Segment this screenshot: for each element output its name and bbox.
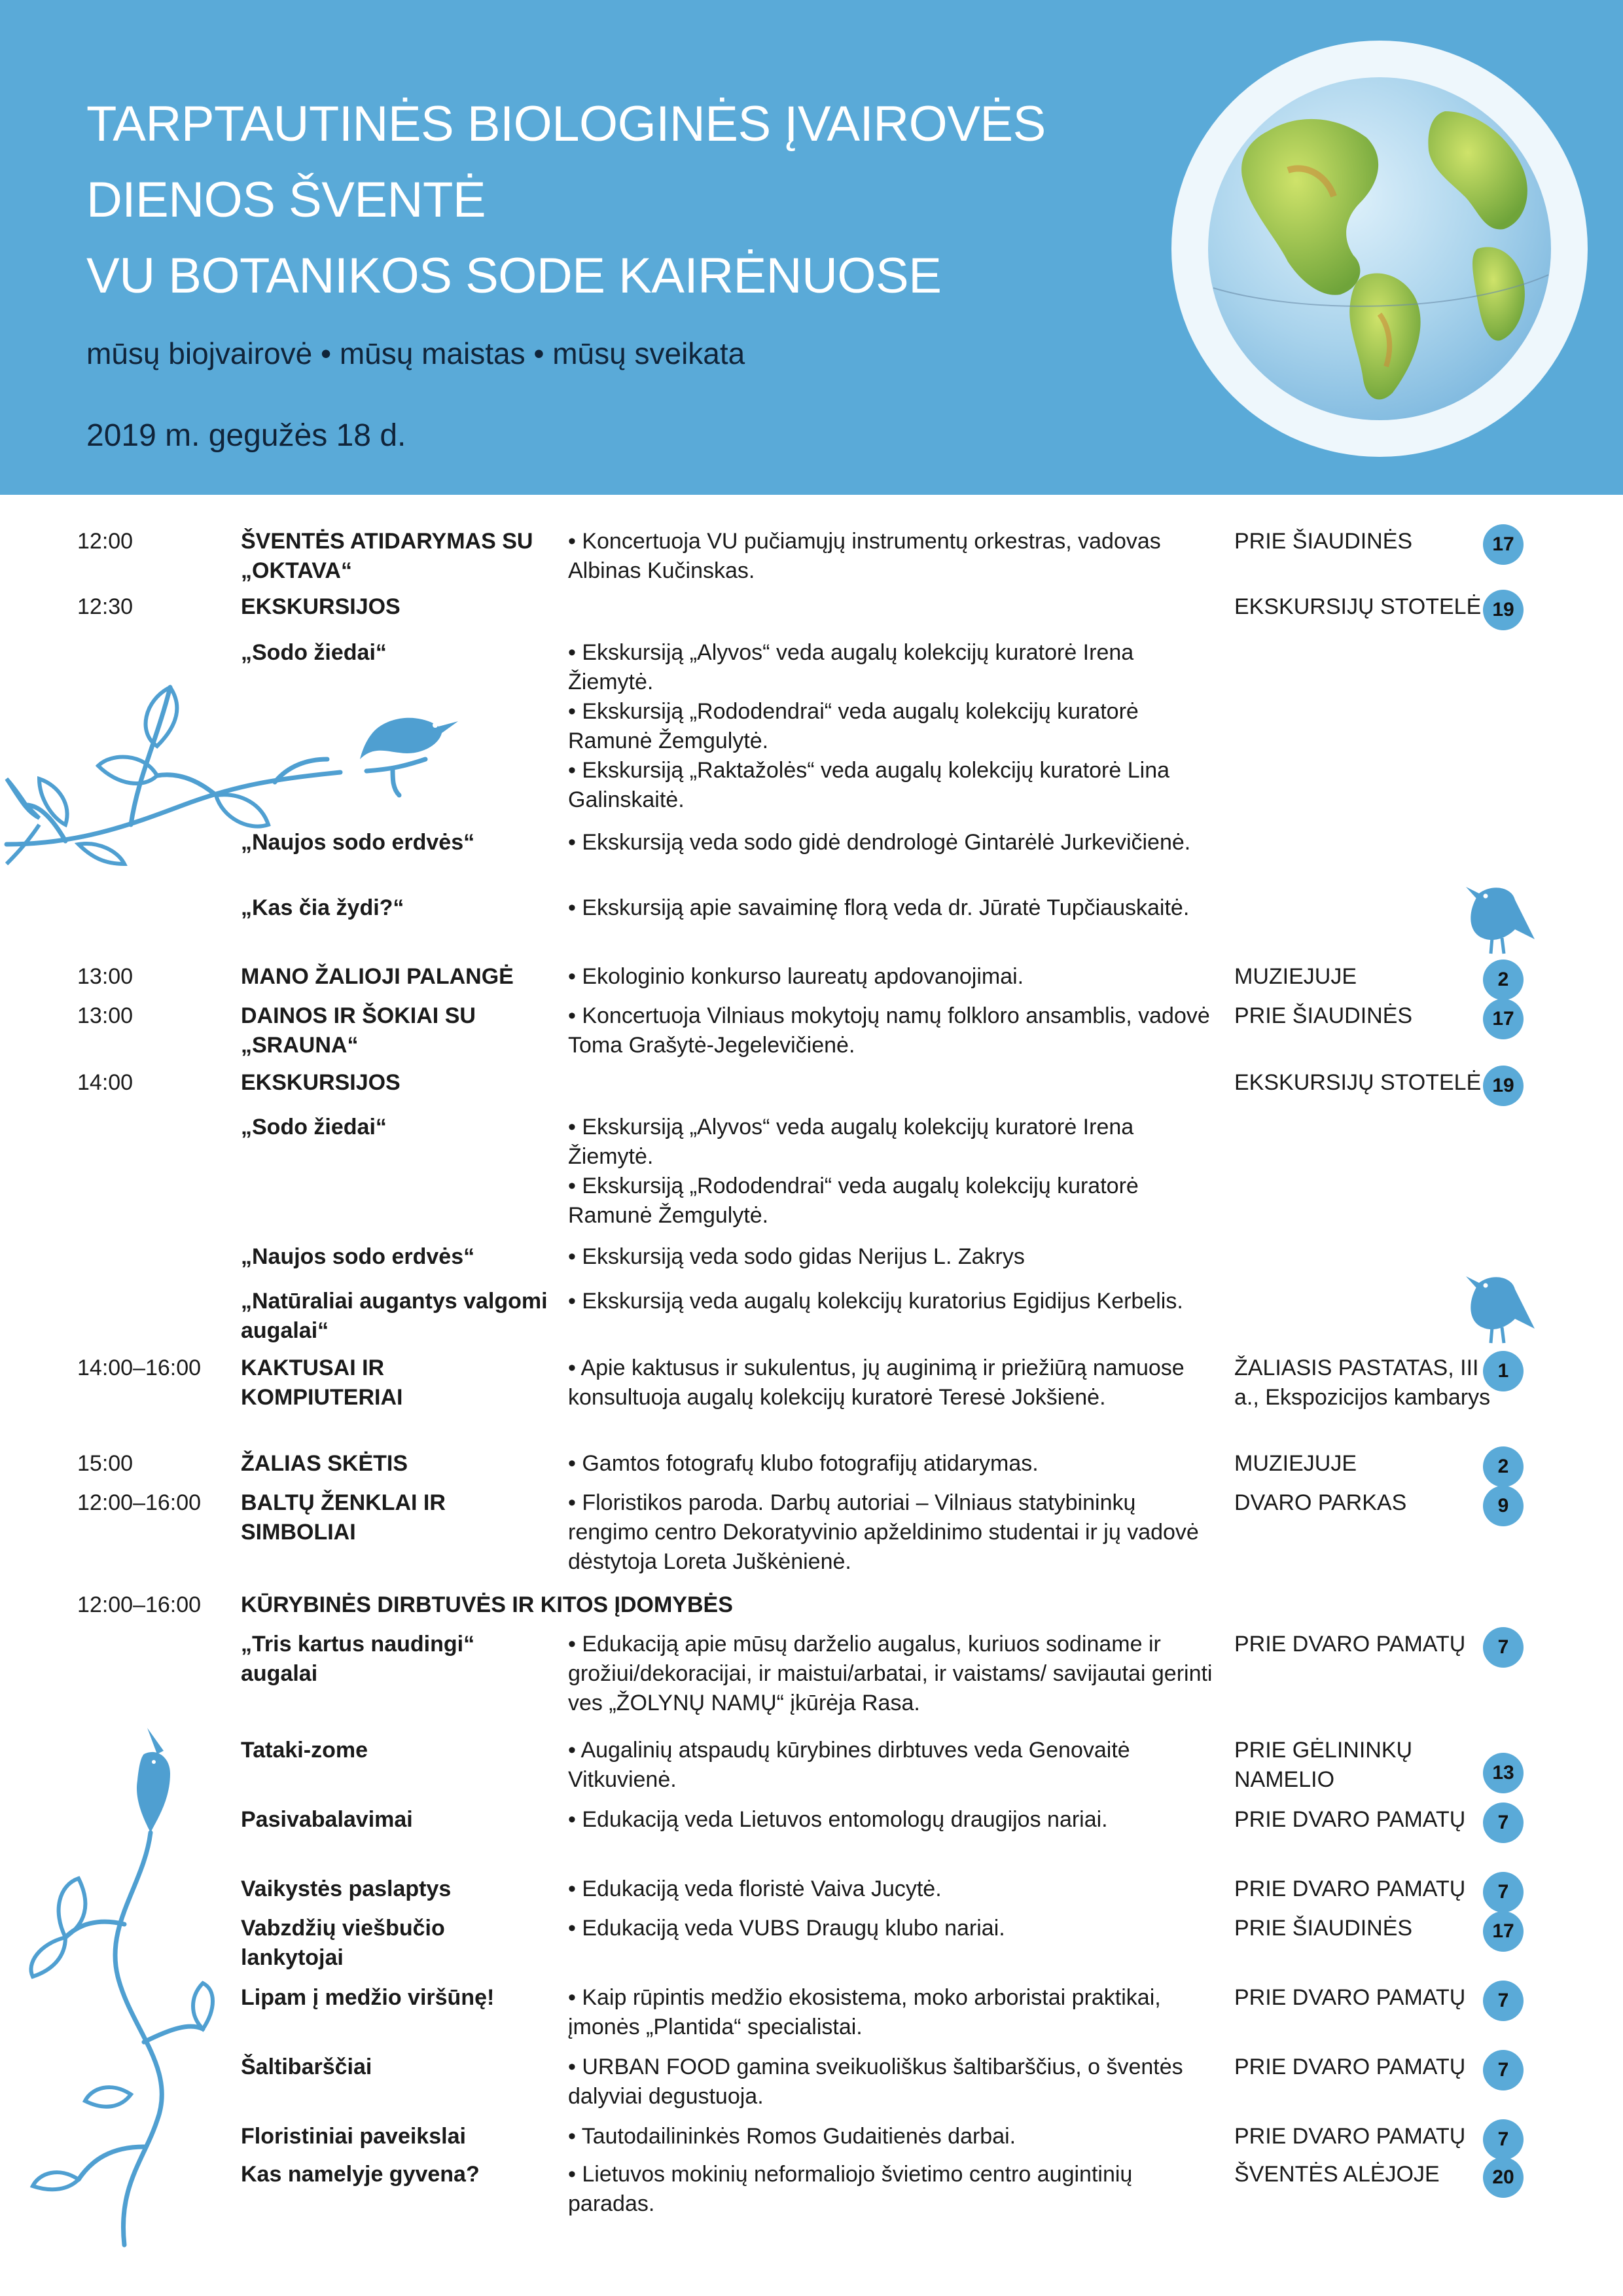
event-description bbox=[568, 1874, 1216, 1904]
event-description bbox=[568, 1287, 1216, 1316]
location-number-badge: 17 bbox=[1483, 999, 1524, 1039]
event-date: 2019 m. gegužės 18 d. bbox=[86, 418, 406, 453]
event-description bbox=[568, 962, 1216, 992]
event-title: „Naujos sodo erdvės“ bbox=[241, 1244, 475, 1269]
location-number-badge: 9 bbox=[1483, 1486, 1524, 1526]
location-number-badge: 7 bbox=[1483, 2119, 1524, 2160]
location-number-badge: 20 bbox=[1483, 2157, 1524, 2198]
location-number-badge: 7 bbox=[1483, 1981, 1524, 2021]
description-line: • Lietuvos mokinių neformaliojo švietimo centro augintinių paradas. bbox=[568, 2162, 1133, 2216]
event-title: „Sodo žiedai“ bbox=[241, 1115, 387, 1139]
event-title: Vaikystės paslaptys bbox=[241, 1876, 452, 1901]
event-location: DVARO PARKAS bbox=[1234, 1490, 1407, 1515]
event-title: KŪRYBINĖS DIRBTUVĖS IR KITOS ĮDOMYBĖS bbox=[241, 1592, 733, 1617]
event-title: „Tris kartus naudingi“ augalai bbox=[241, 1632, 475, 1686]
event-title: „Naujos sodo erdvės“ bbox=[241, 830, 475, 855]
event-title: Lipam į medžio viršūnę! bbox=[241, 1985, 495, 2010]
description-line: • Ekskursiją veda sodo gidė dendrologė Gintarėlė Jurkevičienė. bbox=[568, 830, 1191, 855]
event-title: BALTŲ ŽENKLAI IR SIMBOLIAI bbox=[241, 1490, 446, 1545]
event-description bbox=[568, 1630, 1216, 1718]
location-number-badge: 7 bbox=[1483, 1627, 1524, 1668]
description-line: • Edukaciją veda floristė Vaiva Jucytė. bbox=[568, 1876, 942, 1901]
event-description bbox=[568, 1001, 1216, 1060]
location-number-badge: 17 bbox=[1483, 1911, 1524, 1952]
description-line: • Ekskursiją „Rododendrai“ veda augalų kolekcijų kuratorė Ramunė Žemgulytė. bbox=[568, 1174, 1139, 1228]
event-description bbox=[568, 2160, 1216, 2219]
event-time: 13:00 bbox=[77, 964, 134, 989]
event-description bbox=[568, 1113, 1216, 1230]
event-title: KAKTUSAI IR KOMPIUTERIAI bbox=[241, 1355, 403, 1410]
location-number-badge: 13 bbox=[1483, 1753, 1524, 1793]
location-number-badge: 2 bbox=[1483, 960, 1524, 1000]
event-description bbox=[568, 828, 1216, 857]
description-line: • Ekskursiją „Rododendrai“ veda augalų kolekcijų kuratorė Ramunė Žemgulytė. bbox=[568, 699, 1139, 753]
location-number-badge: 1 bbox=[1483, 1351, 1524, 1391]
event-description bbox=[568, 1736, 1216, 1795]
event-location: PRIE DVARO PAMATŲ bbox=[1234, 1632, 1466, 1657]
location-number-badge: 7 bbox=[1483, 1803, 1524, 1843]
event-location: PRIE ŠIAUDINĖS bbox=[1234, 1916, 1413, 1941]
location-number-badge: 17 bbox=[1483, 524, 1524, 565]
event-location: PRIE DVARO PAMATŲ bbox=[1234, 1876, 1466, 1901]
description-line: • Ekskursiją veda augalų kolekcijų kuratorius Egidijus Kerbelis. bbox=[568, 1289, 1183, 1314]
event-location: MUZIEJUJE bbox=[1234, 1451, 1357, 1476]
description-line: • Koncertuoja VU pučiamųjų instrumentų orkestras, vadovas Albinas Kučinskas. bbox=[568, 529, 1161, 583]
event-title: Tataki-zome bbox=[241, 1738, 368, 1763]
event-description bbox=[568, 1805, 1216, 1835]
description-line: • Edukaciją apie mūsų darželio augalus, kuriuos sodiname ir grožiui/dekoracijai, ir maistui/arbatai, ir vaistams/ savijautai gerinti ves „ŽOLYNŲ NAMŲ“ įkūrėja Rasa. bbox=[568, 1632, 1213, 1715]
description-line: • Koncertuoja Vilniaus mokytojų namų folkloro ansamblis, vadovė Toma Grašytė-Jegelevičienė. bbox=[568, 1003, 1210, 1058]
event-description bbox=[568, 1242, 1216, 1272]
event-description bbox=[568, 1914, 1216, 1943]
event-time: 15:00 bbox=[77, 1451, 134, 1476]
event-title: EKSKURSIJOS bbox=[241, 1070, 401, 1095]
location-number-badge: 19 bbox=[1483, 1066, 1524, 1106]
description-line: • Augalinių atspaudų kūrybines dirbtuves veda Genovaitė Vitkuvienė. bbox=[568, 1738, 1130, 1792]
description-line: • Gamtos fotografų klubo fotografijų atidarymas. bbox=[568, 1451, 1039, 1476]
event-time: 14:00–16:00 bbox=[77, 1355, 202, 1380]
event-location: PRIE ŠIAUDINĖS bbox=[1234, 1003, 1413, 1028]
event-title: EKSKURSIJOS bbox=[241, 594, 401, 619]
location-number-badge: 7 bbox=[1483, 1872, 1524, 1912]
description-line: • Kaip rūpintis medžio ekosistema, moko arboristai praktikai, įmonės „Plantida“ specialistai. bbox=[568, 1985, 1161, 2039]
event-location: PRIE DVARO PAMATŲ bbox=[1234, 1985, 1466, 2010]
event-title: Vabzdžių viešbučio lankytojai bbox=[241, 1916, 445, 1970]
event-title: ŠVENTĖS ATIDARYMAS SU „OKTAVA“ bbox=[241, 529, 533, 583]
event-description bbox=[568, 1449, 1216, 1479]
title-line-1: TARPTAUTINĖS BIOLOGINĖS ĮVAIROVĖS bbox=[86, 96, 1046, 152]
event-description bbox=[568, 638, 1216, 815]
event-time: 12:00–16:00 bbox=[77, 1490, 202, 1515]
description-line: • Edukaciją veda VUBS Draugų klubo nariai. bbox=[568, 1916, 1005, 1941]
title-line-3: VU BOTANIKOS SODE KAIRĖNUOSE bbox=[86, 248, 942, 304]
event-description bbox=[568, 893, 1216, 923]
event-description bbox=[568, 1354, 1216, 1412]
description-line: • Ekskursiją „Alyvos“ veda augalų kolekcijų kuratorė Irena Žiemytė. bbox=[568, 1115, 1134, 1169]
description-line: • Ekskursiją „Raktažolės“ veda augalų kolekcijų kuratorė Lina Galinskaitė. bbox=[568, 758, 1170, 812]
location-number-badge: 19 bbox=[1483, 590, 1524, 630]
event-location: ŽALIASIS PASTATAS, III a., Ekspozicijos kambarys bbox=[1234, 1355, 1491, 1410]
event-location: EKSKURSIJŲ STOTELĖ bbox=[1234, 1070, 1482, 1095]
event-title: „Kas čia žydi?“ bbox=[241, 895, 404, 920]
description-line: • URBAN FOOD gamina sveikuoliškus šaltibarščius, o šventės dalyviai degustuoja. bbox=[568, 2054, 1183, 2109]
event-time: 12:00–16:00 bbox=[77, 1592, 202, 1617]
description-line: • Apie kaktusus ir sukulentus, jų auginimą ir priežiūrą namuose konsultuoja augalų kolekcijų kuratorė Teresė Jokšienė. bbox=[568, 1355, 1185, 1410]
description-line: • Ekskursiją veda sodo gidas Nerijus L. Zakrys bbox=[568, 1244, 1025, 1269]
event-title: „Sodo žiedai“ bbox=[241, 640, 387, 665]
event-description bbox=[568, 1983, 1216, 2042]
event-time: 12:00 bbox=[77, 529, 134, 554]
description-line: • Floristikos paroda. Darbų autoriai – Vilniaus statybininkų rengimo centro Dekoratyvinio apželdinimo studentai ir jų vadovė dėstytoja Loreta Juškėnienė. bbox=[568, 1490, 1199, 1574]
location-number-badge: 2 bbox=[1483, 1446, 1524, 1487]
event-location: PRIE ŠIAUDINĖS bbox=[1234, 529, 1413, 554]
event-location: PRIE DVARO PAMATŲ bbox=[1234, 1807, 1466, 1832]
event-title: Floristiniai paveikslai bbox=[241, 2124, 466, 2149]
event-location: PRIE DVARO PAMATŲ bbox=[1234, 2124, 1466, 2149]
description-line: • Ekologinio konkurso laureatų apdovanojimai. bbox=[568, 964, 1024, 989]
event-location: PRIE GĖLININKŲ NAMELIO bbox=[1234, 1738, 1413, 1792]
description-line: • Ekskursiją „Alyvos“ veda augalų kolekcijų kuratorė Irena Žiemytė. bbox=[568, 640, 1134, 694]
event-time: 13:00 bbox=[77, 1003, 134, 1028]
location-number-badge: 7 bbox=[1483, 2050, 1524, 2090]
description-line: • Edukaciją veda Lietuvos entomologų draugijos nariai. bbox=[568, 1807, 1108, 1832]
event-title: Šaltibarščiai bbox=[241, 2054, 372, 2079]
event-description bbox=[568, 2053, 1216, 2111]
event-location: EKSKURSIJŲ STOTELĖ bbox=[1234, 594, 1482, 619]
event-location: MUZIEJUJE bbox=[1234, 964, 1357, 989]
event-title: MANO ŽALIOJI PALANGĖ bbox=[241, 964, 514, 989]
description-line: • Tautodailininkės Romos Gudaitienės darbai. bbox=[568, 2124, 1016, 2149]
description-line: • Ekskursiją apie savaiminę florą veda dr. Jūratė Tupčiauskaitė. bbox=[568, 895, 1190, 920]
event-title: „Natūraliai augantys valgomi augalai“ bbox=[241, 1289, 548, 1343]
event-description bbox=[568, 527, 1216, 586]
event-time: 12:30 bbox=[77, 594, 134, 619]
event-location: ŠVENTĖS ALĖJOJE bbox=[1234, 2162, 1440, 2187]
event-time: 14:00 bbox=[77, 1070, 134, 1095]
event-title: Pasivabalavimai bbox=[241, 1807, 413, 1832]
subtitle: mūsų biojvairovė • mūsų maistas • mūsų sveikata bbox=[86, 336, 745, 370]
event-location: PRIE DVARO PAMATŲ bbox=[1234, 2054, 1466, 2079]
event-title: ŽALIAS SKĖTIS bbox=[241, 1451, 408, 1476]
event-title: Kas namelyje gyvena? bbox=[241, 2162, 480, 2187]
event-description bbox=[568, 1488, 1216, 1577]
event-description bbox=[568, 2122, 1216, 2151]
title-line-2: DIENOS ŠVENTĖ bbox=[86, 172, 486, 228]
event-title: DAINOS IR ŠOKIAI SU „SRAUNA“ bbox=[241, 1003, 476, 1058]
